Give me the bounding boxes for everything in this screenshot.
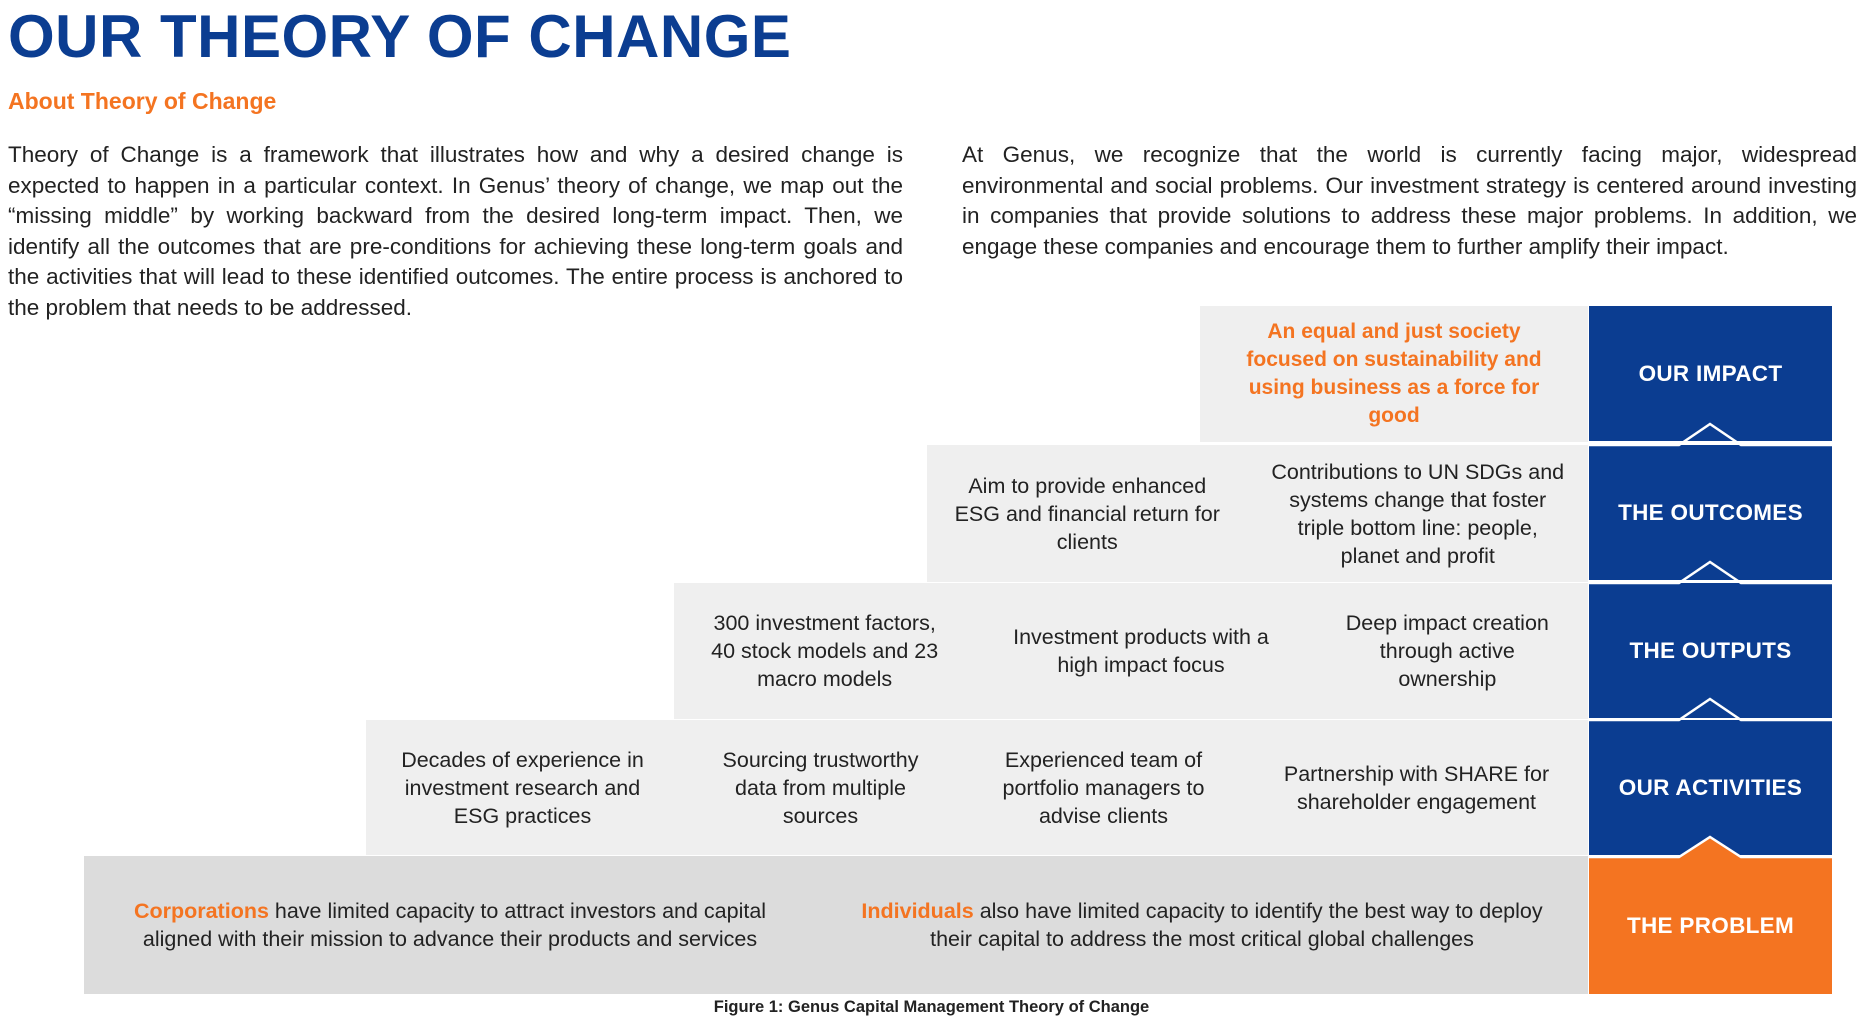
problem-corporations-text: have limited capacity to attract investors and capital aligned with their mission to advance their products and services bbox=[142, 899, 767, 951]
output-item: Deep impact creation through active ownership bbox=[1345, 611, 1549, 691]
chevron-up-icon bbox=[1679, 837, 1741, 857]
output-item: 300 investment factors, 40 stock models and 23 macro models bbox=[711, 611, 939, 691]
chevron-separators bbox=[1589, 306, 1832, 994]
intro-paragraph-left: Theory of Change is a framework that illustrates how and why a desired change is expected to happen in a particular context. In Genus’ theory of change, we map out the “missing middle” by working backward from the desired long-term impact. Then, we identify all the outcomes that are pre-conditions for achieving these long-term goals and the activities that will lead to these identified outcomes. The entire process is anchored to the problem that needs to be addressed. bbox=[8, 142, 903, 320]
label-our-activities: OUR ACTIVITIES bbox=[1589, 720, 1832, 855]
label-the-outputs: THE OUTPUTS bbox=[1589, 583, 1832, 718]
page-title: OUR THEORY OF CHANGE bbox=[8, 3, 792, 70]
activity-item: Experienced team of portfolio managers to advise clients bbox=[1002, 747, 1205, 828]
figure-caption: Figure 1: Genus Capital Management Theory of Change bbox=[713, 998, 1150, 1016]
activity-item: Partnership with SHARE for shareholder engagement bbox=[1283, 761, 1550, 814]
problem-individuals-label: Individuals bbox=[861, 899, 974, 923]
intro-paragraph-right: At Genus, we recognize that the world is currently facing major, widespread environmental and social problems. Our investment strategy is centered around investing in companies that provide solutions to address these major problems. In addition, we engage these companies and encourage them to further amplify their impact. bbox=[962, 142, 1857, 259]
problem-corporations-label: Corporations bbox=[133, 899, 269, 923]
section-subtitle: About Theory of Change bbox=[8, 88, 277, 114]
activity-item: Decades of experience in investment research and ESG practices bbox=[401, 747, 644, 828]
label-the-outcomes: THE OUTCOMES bbox=[1589, 445, 1832, 580]
activity-item: Sourcing trustworthy data from multiple sources bbox=[722, 747, 919, 828]
outputs-tier bbox=[674, 583, 1588, 719]
impact-tier bbox=[1200, 306, 1588, 442]
label-the-problem: THE PROBLEM bbox=[1589, 857, 1832, 994]
problem-individuals bbox=[832, 897, 1572, 953]
outcome-item: Contributions to UN SDGs and systems change that foster triple bottom line: people, planet and profit bbox=[1271, 459, 1565, 568]
outcome-item: Aim to provide enhanced ESG and financial return for clients bbox=[954, 473, 1220, 554]
outcomes-tier bbox=[927, 445, 1588, 582]
chevron-up-icon bbox=[1589, 424, 1832, 445]
stage-labels-column bbox=[1589, 306, 1832, 994]
output-item: Investment products with a high impact focus bbox=[1013, 625, 1269, 677]
label-our-impact: OUR IMPACT bbox=[1589, 306, 1832, 441]
activities-tier bbox=[366, 720, 1588, 855]
problem-individuals-text: also have limited capacity to identify the best way to deploy their capital to address the most critical global challenges bbox=[930, 899, 1543, 951]
chevron-up-icon bbox=[1589, 699, 1832, 720]
impact-statement: An equal and just society focused on sustainability and using business as a force for good bbox=[1246, 320, 1542, 427]
problem-corporations bbox=[100, 897, 800, 953]
chevron-up-icon bbox=[1589, 562, 1832, 583]
problem-tier bbox=[84, 856, 1588, 994]
